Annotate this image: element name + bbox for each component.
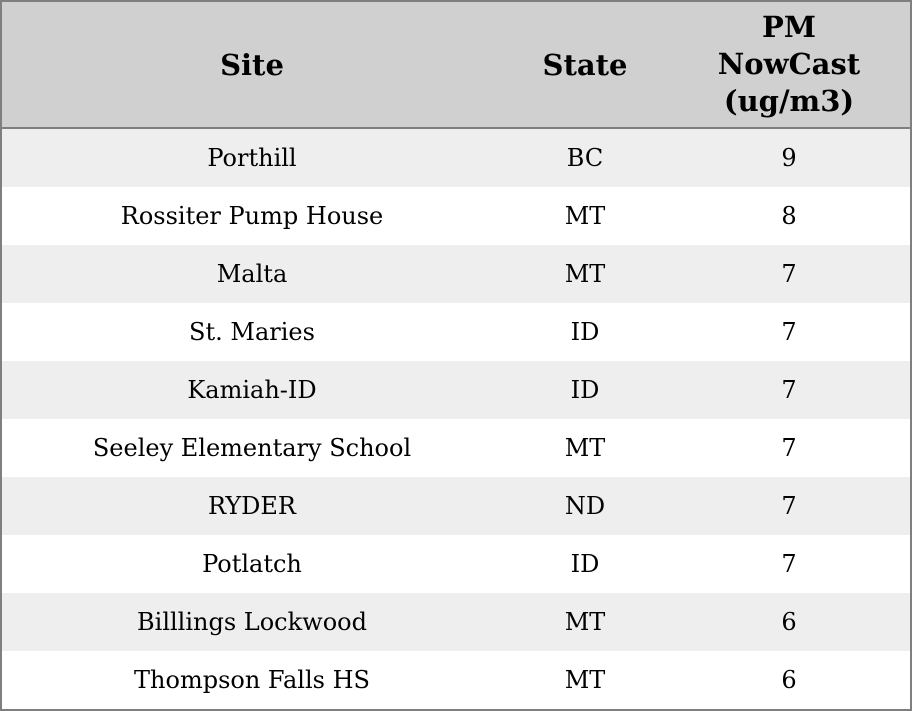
cell-state: BC [566,144,604,172]
table-row [2,303,910,361]
cell-pm: 7 [781,260,797,288]
table-row [2,129,910,187]
table-row [2,361,910,419]
table-row [2,477,910,535]
cell-state: ID [570,318,600,346]
cell-pm: 6 [781,608,797,636]
table-body [2,129,910,709]
cell-site: RYDER [207,492,296,520]
cell-state: MT [564,608,606,636]
table-row [2,245,910,303]
cell-site: Potlatch [202,550,302,578]
cell-site: Porthill [207,144,297,172]
cell-pm: 6 [781,666,797,694]
cell-site: St. Maries [189,318,315,346]
table-row [2,419,910,477]
table-row [2,535,910,593]
cell-pm: 7 [781,492,797,520]
cell-site: Thompson Falls HS [134,666,370,694]
cell-state: MT [564,202,606,230]
cell-site: Malta [216,260,288,288]
cell-pm: 9 [781,144,797,172]
cell-site: Seeley Elementary School [92,434,412,462]
cell-state: ID [570,376,600,404]
header-state: State [542,47,628,82]
table-row [2,651,910,709]
cell-pm: 7 [781,550,797,578]
cell-pm: 7 [781,376,797,404]
cell-state: ID [570,550,600,578]
cell-site: Kamiah-ID [187,376,317,404]
cell-state: MT [564,666,606,694]
cell-site: Billlings Lockwood [137,608,367,636]
table-row [2,187,910,245]
table-header-row [2,2,910,129]
cell-pm: 8 [781,202,797,230]
cell-pm: 7 [781,318,797,346]
table-row [2,593,910,651]
cell-site: Rossiter Pump House [120,202,384,230]
cell-state: MT [564,260,606,288]
cell-state: MT [564,434,606,462]
header-site: Site [220,47,284,82]
header-pm-nowcast: PM NowCast (ug/m3) [717,9,861,119]
cell-state: ND [564,492,606,520]
cell-pm: 7 [781,434,797,462]
